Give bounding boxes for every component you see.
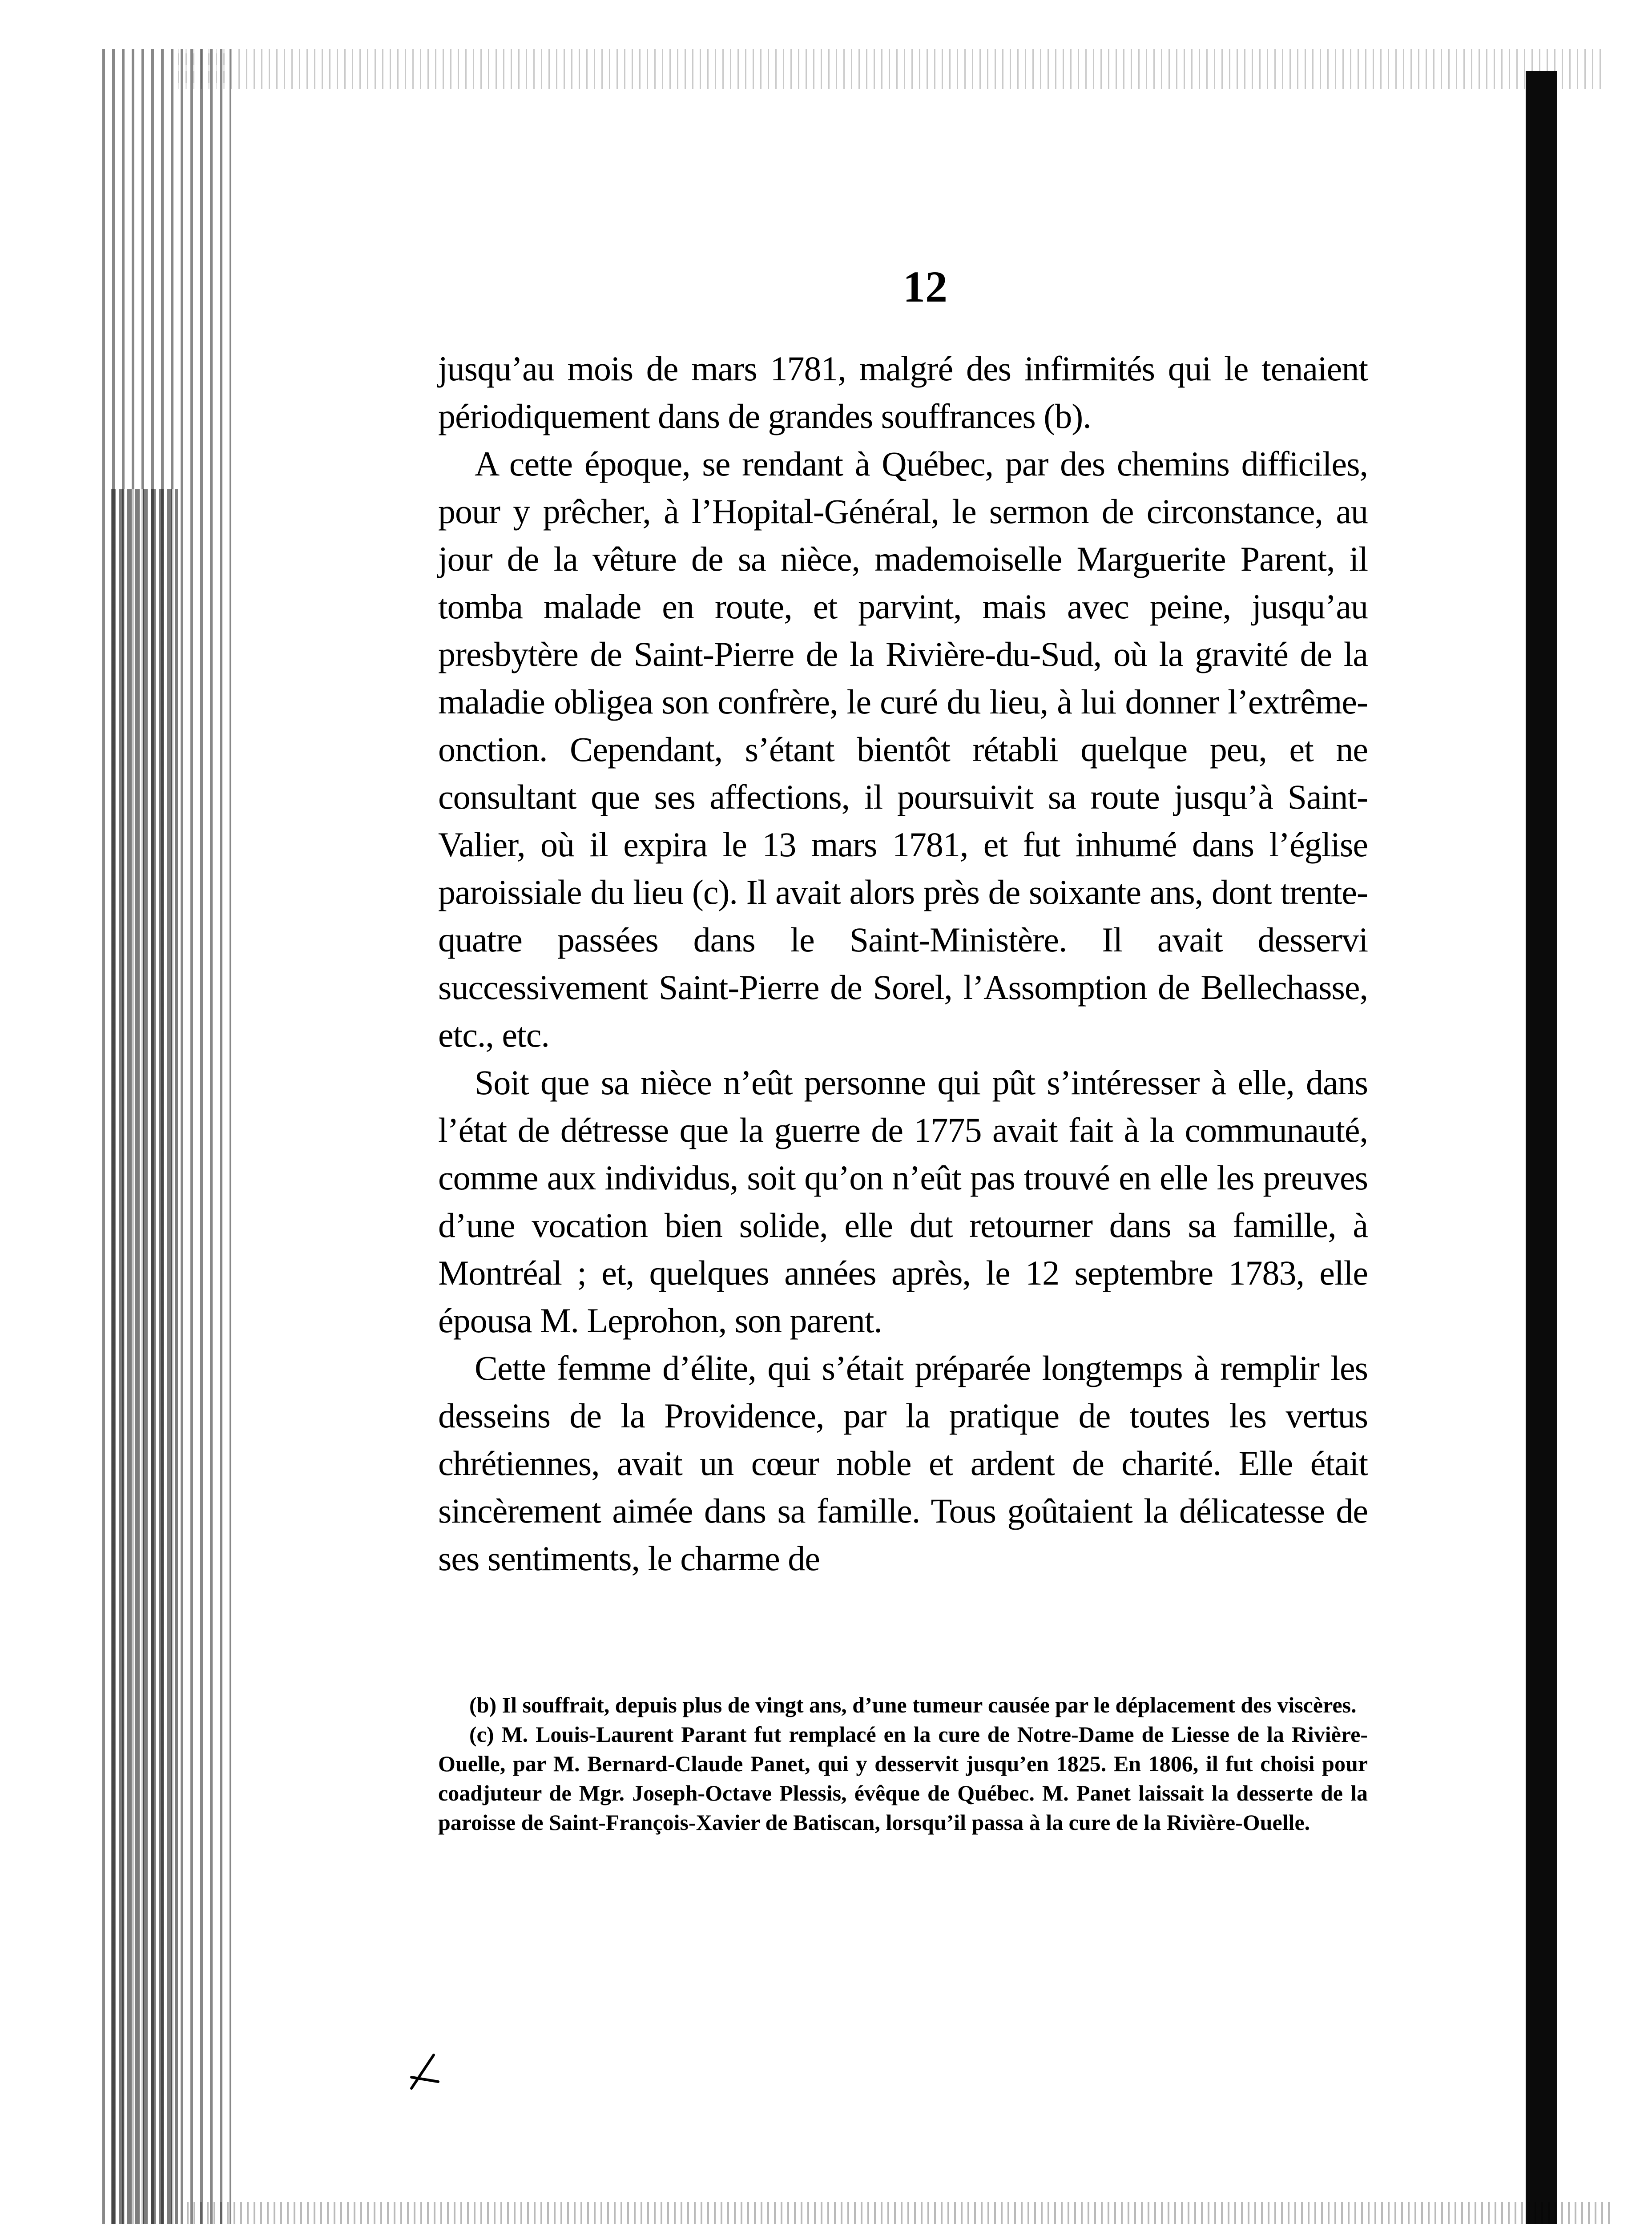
paragraph: Cette femme d’élite, qui s’était préparée longtemps à remplir les desseins de la Providence, par la pratique de toutes les vertus chrétiennes, avait un cœur noble et ardent de charité. Elle était sincèrement aimée dans sa famille. Tous goûtaient la délicatesse de ses sentiments, le charme de xyxy=(438,1349,1368,1578)
scan-edge-right xyxy=(1526,71,1557,2224)
footnote-b: (b) Il souffrait, depuis plus de vingt ans, d’une tumeur causée par le déplacement des viscères. xyxy=(469,1692,1357,1717)
scan-edge-bottom xyxy=(187,2202,1610,2224)
footnotes xyxy=(438,1690,1368,1837)
body-text xyxy=(438,345,1368,1582)
paragraph: Soit que sa nièce n’eût personne qui pût s’intéresser à elle, dans l’état de détresse que la guerre de 1775 avait fait à la communauté, comme aux individus, soit qu’on n’eût pas trouvé en elle les preuves d’une vocation bien solide, elle dut retourner dans sa famille, à Montréal ; et, quelques années après, le 12 septembre 1783, elle épousa M. Leprohon, son parent. xyxy=(438,1063,1368,1340)
paragraph-continuation: jusqu’au mois de mars 1781, malgré des infirmités qui le tenaient périodiquement dans de grandes souffrances (b). xyxy=(438,349,1368,435)
footnote-c: (c) M. Louis-Laurent Parant fut remplacé en la cure de Notre-Dame de Liesse de la Rivière-Ouelle, par M. Bernard-Claude Panet, qui y desservit jusqu’en 1825. En 1806, il fut choisi pour coadjuteur de Mgr. Joseph-Octave Plessis, évêque de Québec. M. Panet laissait la desserte de la paroisse de Saint-François-Xavier de Batiscan, lorsqu’il passa à la cure de la Rivière-Ouelle. xyxy=(438,1722,1368,1835)
page-number: 12 xyxy=(903,262,947,311)
paragraph: A cette époque, se rendant à Québec, par des chemins difficiles, pour y prêcher, à l’Hopital-Général, le sermon de circonstance, au jour de la vêture de sa nièce, mademoiselle Marguerite Parent, il tomba malade en route, et parvint, mais avec peine, jusqu’au presbytère de Saint-Pierre de la Rivière-du-Sud, où la gravité de la maladie obligea son confrère, le curé du lieu, à lui donner l’extrême-onction. Cependant, s’étant bientôt rétabli quelque peu, et ne consultant que ses affections, il poursuivit sa route jusqu’à Saint-Valier, où il expira le 13 mars 1781, et fut inhumé dans l’église paroissiale du lieu (c). Il avait alors près de soixante ans, dont trente-quatre passées dans le Saint-Ministère. Il avait desservi successivement Saint-Pierre de Sorel, l’Assomption de Bellechasse, etc., etc. xyxy=(438,444,1368,1054)
scan-edge-top xyxy=(178,49,1601,89)
scan-edge-left-binding xyxy=(111,489,178,2224)
pen-mark-icon xyxy=(403,2046,451,2095)
